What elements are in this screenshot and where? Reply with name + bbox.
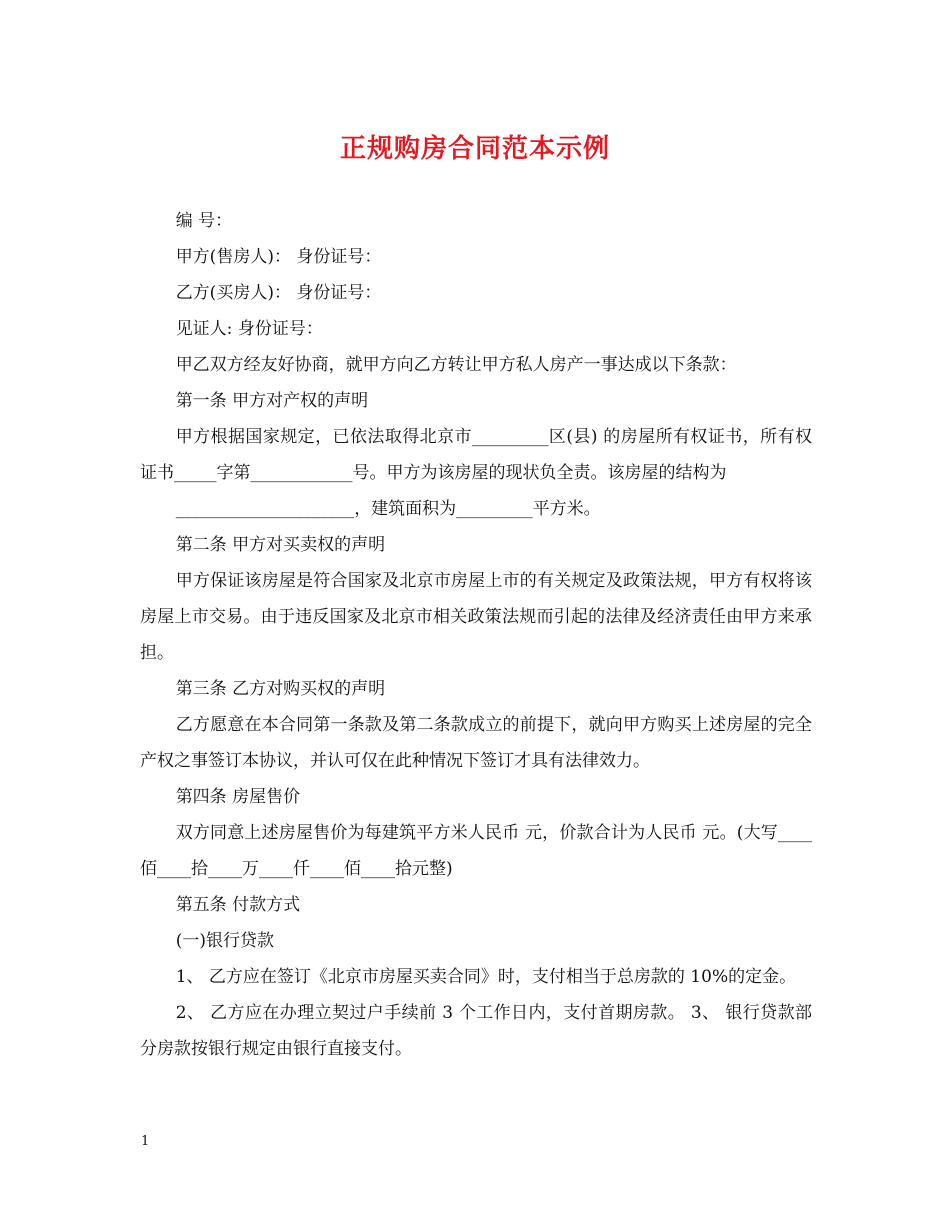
paragraph-article-5-heading: 第五条 付款方式 (175, 895, 301, 915)
paragraph-article-1-body: 甲方根据国家规定，已依法取得北京市_________区(县) 的房屋所有权证书，所有权证书_____字第____________号。甲方为该房屋的现状负全责。该房屋的结构为 (140, 427, 812, 483)
paragraph-article-3-heading: 第三条 乙方对购买权的声明 (175, 679, 386, 699)
paragraph-article-4-heading: 第四条 房屋售价 (175, 787, 301, 807)
paragraph-article-1-heading: 第一条 甲方对产权的声明 (175, 391, 369, 411)
paragraph-article-2-body: 甲方保证该房屋是符合国家及北京市房屋上市的有关规定及政策法规，甲方有权将该房屋上市交易。由于违反国家及北京市相关政策法规而引起的法律及经济责任由甲方来承担。 (140, 571, 812, 663)
paragraph-party-b: 乙方(买房人)： 身份证号： (175, 283, 382, 303)
paragraph-item-2-3: 2、 乙方应在办理立契过户手续前 3 个工作日内，支付首期房款。 3、 银行贷款部分房款按银行规定由银行直接支付。 (140, 1003, 812, 1059)
paragraph-witness: 见证人: 身份证号： (175, 319, 323, 339)
document-body (140, 203, 812, 1067)
paragraph-article-3-body: 乙方愿意在本合同第一条款及第二条款成立的前提下，就向甲方购买上述房屋的完全产权之事签订本协议，并认可仅在此种情况下签订才具有法律效力。 (140, 715, 812, 771)
paragraph-bank-loan: (一)银行贷款 (175, 931, 274, 951)
page-number: 1 (141, 1134, 150, 1149)
paragraph-article-2-heading: 第二条 甲方对买卖权的声明 (175, 535, 386, 555)
paragraph-intro: 甲乙双方经友好协商，就甲方向乙方转让甲方私人房产一事达成以下条款： (175, 355, 737, 375)
paragraph-article-4-body: 双方同意上述房屋售价为每建筑平方米人民币 元，价款合计为人民币 元。(大写____佰____拾____万____仟____佰____拾元整) (140, 823, 812, 879)
document-title: 正规购房合同范本示例 (339, 134, 610, 164)
paragraph-party-a: 甲方(售房人)： 身份证号： (175, 247, 382, 267)
paragraph-number: 编 号： (175, 211, 233, 231)
paragraph-item-1: 1、 乙方应在签订《北京市房屋买卖合同》时，支付相当于总房款的 10%的定金。 (175, 967, 797, 987)
paragraph-article-1-area: _____________________，建筑面积为_________平方米。 (175, 499, 601, 519)
